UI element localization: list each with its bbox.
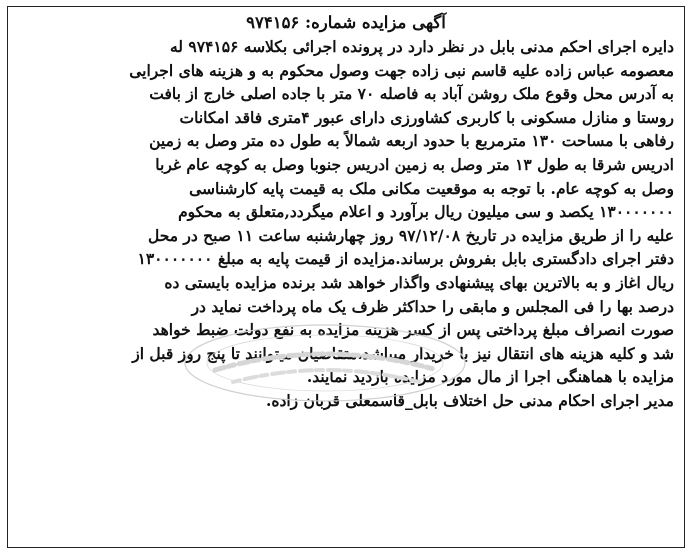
notice-line: مزایده با هماهنگی اجرا از مال مورد مزایده بازدید نمایند. bbox=[306, 367, 674, 387]
notice-signature: مدیر اجرای احکام مدنی حل اختلاف بابل_قاسمعلی قربان زاده. bbox=[265, 390, 674, 410]
notice-line: دایره اجرای احکم مدنی بابل در نظر دارد در پرونده اجرائی بکلاسه ۹۷۴۱۵۶ له bbox=[169, 37, 674, 56]
notice-line: ادریس شرقا به طول ۱۳ متر وصل به زمین ادریس جنوبا وصل به کوچه عام غربا bbox=[155, 154, 674, 174]
notice-line: ۱۳۰۰۰۰۰۰۰ یکصد و سی میلیون ریال برآورد و اعلام میگردد,متعلق به محکوم bbox=[178, 202, 674, 222]
notice-line: دفتر اجرای دادگستری بابل بفروش برساند.مزایده از قیمت پایه به مبلغ ۱۳۰۰۰۰۰۰۰ bbox=[137, 249, 674, 269]
notice-line: وصل به کوچه عام. با توجه به موقعیت مکانی ملک به قیمت پایه کارشناسی bbox=[189, 178, 674, 198]
notice-line: صورت انصراف مبلغ پرداختی پس از کسر هزینه مزایده به نفع دولت ضبط خواهد bbox=[152, 320, 674, 340]
notice-line: به آدرس محل وقوع ملک روشن آباد به فاصله ۷۰ متر با جاده اصلی خارج از بافت bbox=[149, 84, 674, 104]
notice-line: معصومه عباس زاده علیه قاسم نبی زاده جهت وصول محکوم به و هزینه های اجرایی bbox=[129, 60, 674, 80]
notice-line: درصد بها را فی المجلس و مابقی را حداکثر ظرف یک ماه پرداخت نماید در bbox=[191, 296, 674, 316]
notice-body bbox=[18, 35, 674, 413]
auction-notice bbox=[7, 6, 685, 548]
notice-line: رفاهی با مساحت ۱۳۰ مترمربع با حدود اربعه شمالاً به طول ده متر وصل به زمین bbox=[149, 131, 674, 151]
notice-title: آگهی مزایده شماره: ۹۷۴۱۵۶ bbox=[246, 13, 446, 32]
notice-line: ریال اغاز و به بالاترین بهای پیشنهادی واگذار خواهد شد برنده مزایده بایستی ده bbox=[164, 272, 674, 292]
notice-line: روستا و منازل مسکونی با کاربری کشاورزی دارای عبور ۴متری فاقد امکانات bbox=[179, 107, 674, 127]
notice-line: شد و کلیه هزینه های انتقال نیز با خریدار میباشد.متقاضیان میتوانند تا پنج روز قبل از bbox=[132, 343, 674, 363]
notice-line: علیه را از طریق مزایده در تاریخ ۹۷/۱۲/۰۸ روز چهارشنبه ساعت ۱۱ صبح در محل bbox=[147, 225, 674, 245]
